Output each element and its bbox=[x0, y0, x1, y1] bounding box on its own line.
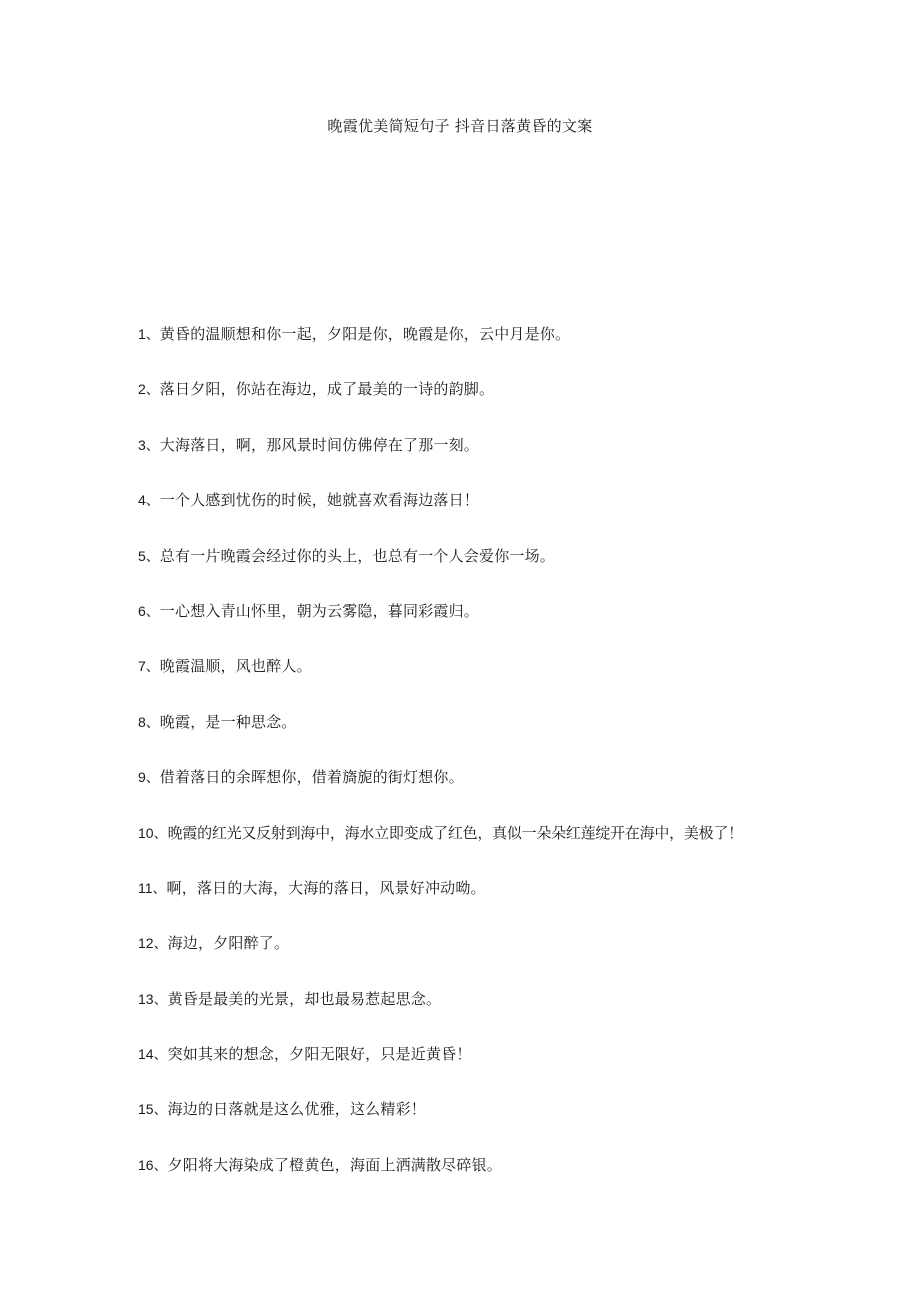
item-number: 16、 bbox=[138, 1156, 168, 1173]
list-item bbox=[138, 434, 788, 489]
item-number: 3、 bbox=[138, 436, 160, 453]
item-text: 晚霞，是一种思念。 bbox=[159, 712, 297, 731]
item-text: 啊，落日的大海，大海的落日，风景好冲动呦。 bbox=[166, 878, 486, 897]
list-item bbox=[138, 766, 788, 821]
list-item bbox=[138, 655, 788, 710]
item-number: 13、 bbox=[138, 990, 168, 1007]
item-text: 夕阳将大海染成了橙黄色，海面上洒满散尽碎银。 bbox=[167, 1155, 502, 1174]
item-number: 15、 bbox=[138, 1101, 168, 1118]
item-number: 1、 bbox=[138, 326, 160, 342]
item-text: 落日夕阳，你站在海边，成了最美的一诗的韵脚。 bbox=[159, 380, 495, 399]
item-text: 海边的日落就是这么优雅，这么精彩！ bbox=[167, 1100, 426, 1119]
item-number: 7、 bbox=[138, 658, 160, 675]
list-item bbox=[138, 600, 788, 655]
item-number: 5、 bbox=[138, 547, 160, 564]
list-item bbox=[138, 323, 788, 378]
document-title: 晚霞优美简短句子 抖音日落黄昏的文案 bbox=[327, 117, 593, 135]
item-text: 黄昏是最美的光景，却也最易惹起思念。 bbox=[167, 989, 442, 1008]
item-text: 黄昏的温顺想和你一起，夕阳是你，晚霞是你，云中月是你。 bbox=[159, 325, 571, 343]
item-number: 9、 bbox=[138, 769, 160, 786]
item-text: 突如其来的想念，夕阳无限好，只是近黄昏！ bbox=[167, 1045, 472, 1064]
item-number: 12、 bbox=[138, 935, 168, 952]
item-text: 总有一片晚霞会经过你的头上，也总有一个人会爱你一场。 bbox=[159, 546, 555, 565]
item-text: 晚霞的红光又反射到海中，海水立即变成了红色，真似一朵朵红莲绽开在海中，美极了！ bbox=[167, 823, 743, 842]
item-text: 一个人感到忧伤的时候，她就喜欢看海边落日！ bbox=[159, 491, 479, 510]
list-item bbox=[138, 822, 788, 877]
item-text: 晚霞温顺，风也醉人。 bbox=[159, 657, 312, 676]
sentence-list bbox=[138, 323, 788, 1209]
item-text: 大海落日，啊，那风景时间仿佛停在了那一刻。 bbox=[159, 435, 479, 454]
item-number: 6、 bbox=[138, 602, 160, 619]
list-item bbox=[138, 877, 788, 932]
list-item bbox=[138, 1154, 788, 1209]
list-item bbox=[138, 545, 788, 600]
item-number: 8、 bbox=[138, 713, 160, 730]
item-number: 14、 bbox=[138, 1046, 168, 1063]
list-item bbox=[138, 1098, 788, 1153]
list-item bbox=[138, 378, 788, 433]
item-text: 一心想入青山怀里，朝为云雾隐，暮同彩霞归。 bbox=[159, 601, 479, 620]
item-number: 2、 bbox=[138, 381, 160, 398]
list-item bbox=[138, 932, 788, 987]
list-item bbox=[138, 489, 788, 544]
list-item bbox=[138, 988, 788, 1043]
item-number: 11、 bbox=[138, 879, 167, 896]
item-number: 4、 bbox=[138, 492, 160, 509]
item-number: 10、 bbox=[138, 824, 168, 841]
list-item bbox=[138, 711, 788, 766]
list-item bbox=[138, 1043, 788, 1098]
item-text: 借着落日的余晖想你，借着旖旎的街灯想你。 bbox=[159, 768, 464, 787]
item-text: 海边，夕阳醉了。 bbox=[167, 934, 290, 953]
